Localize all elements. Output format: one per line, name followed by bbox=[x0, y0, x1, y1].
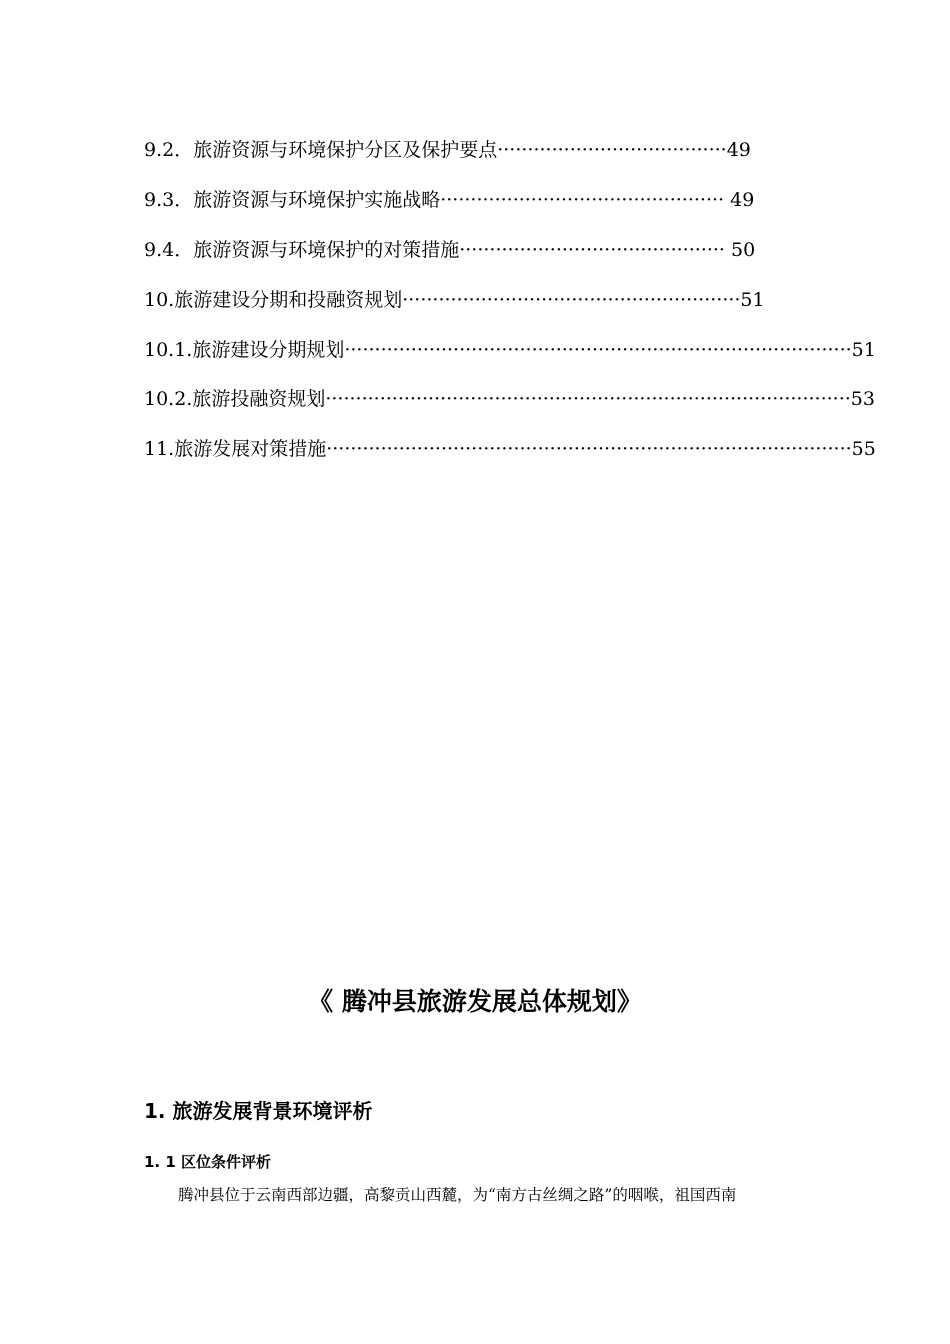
toc-entry-9-4: 9.4．旅游资源与环境保护的对策措施············································ 50 bbox=[144, 239, 756, 261]
toc-entry-10: 10.旅游建设分期和投融资规划························································51 bbox=[144, 289, 765, 311]
toc-entry-9-2: 9.2．旅游资源与环境保护分区及保护要点······································49 bbox=[144, 139, 751, 161]
body-paragraph: 腾冲县位于云南西部边疆，高黎贡山西麓，为“南方古丝绸之路”的咽喉，祖国西南 bbox=[178, 1186, 737, 1204]
toc-entry-10-1: 10.1.旅游建设分期规划····················································································51 bbox=[144, 339, 876, 361]
toc-entry-10-2: 10.2.旅游投融资规划·······················································································53 bbox=[144, 388, 875, 410]
toc-entry-9-3: 9.3．旅游资源与环境保护实施战略··············································· 49 bbox=[144, 189, 755, 211]
toc-entry-11: 11.旅游发展对策措施·······················································································55 bbox=[144, 438, 876, 460]
section-heading-1-1: 1. 1 区位条件评析 bbox=[144, 1153, 272, 1171]
section-heading-1: 1. 旅游发展背景环境评析 bbox=[144, 1099, 373, 1123]
document-title: 《 腾冲县旅游发展总体规划》 bbox=[308, 987, 642, 1016]
